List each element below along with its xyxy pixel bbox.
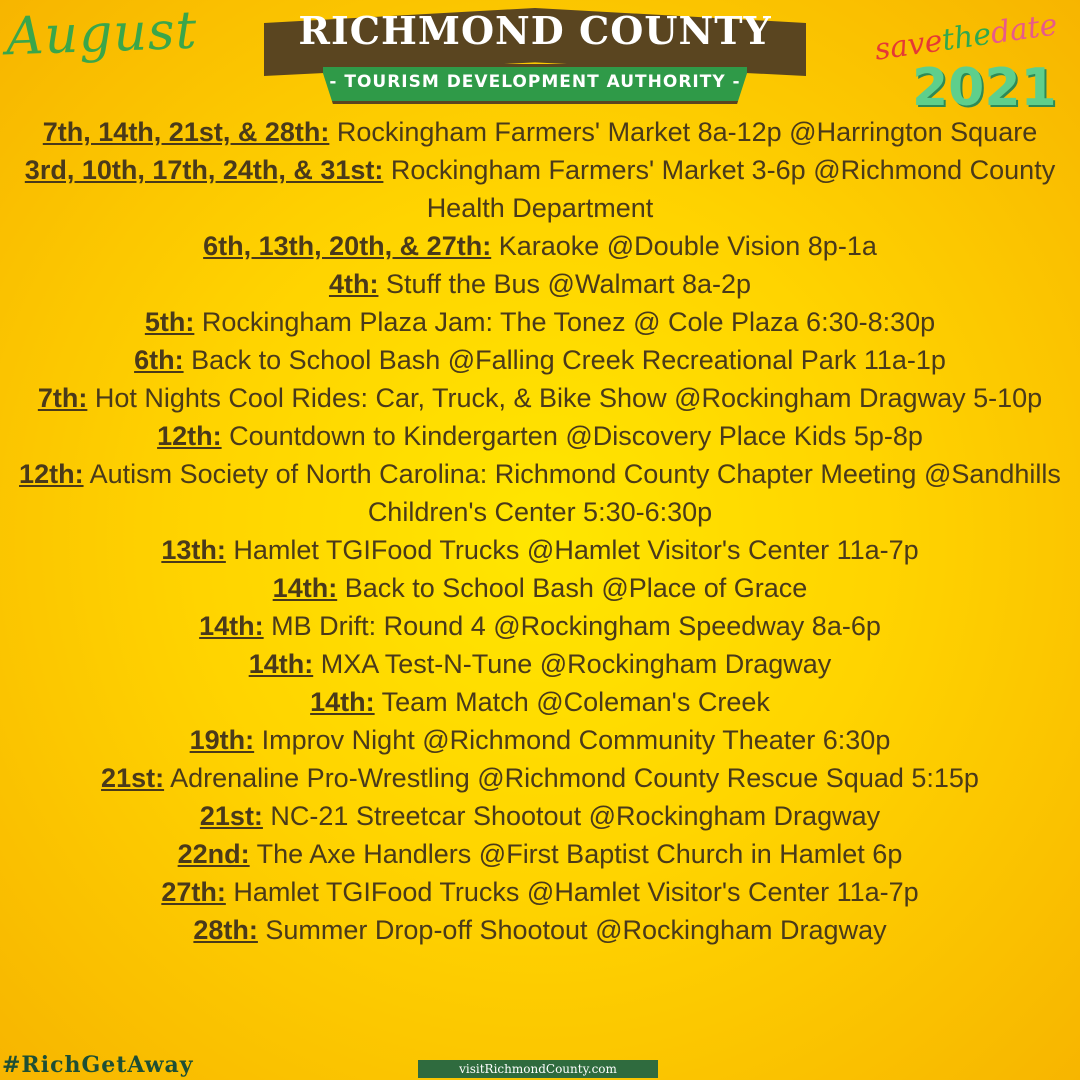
event-date: 14th: [199,611,264,641]
event-description: Hamlet TGIFood Trucks @Hamlet Visitor's Center 11a-7p [225,877,919,907]
event-description: Rockingham Farmers' Market 8a-12p @Harrington Square [329,117,1038,147]
event-date: 22nd: [177,839,250,869]
month-title: August [5,0,199,68]
event-item [0,911,1080,949]
event-description: Rockingham Farmers' Market 3-6p @Richmond County Health Department [383,155,1056,223]
event-item [0,531,1080,569]
event-date: 14th: [272,573,338,603]
event-date: 5th: [144,307,195,337]
event-description: Back to School Bash @Place of Grace [337,573,808,603]
year: 2021 [912,58,1057,118]
event-item [0,417,1080,455]
event-item [0,607,1080,645]
event-description: Hamlet TGIFood Trucks @Hamlet Visitor's Center 11a-7p [225,535,919,565]
event-item [0,151,1080,227]
event-description: MB Drift: Round 4 @Rockingham Speedway 8a-6p [263,611,881,641]
event-date: 6th, 13th, 20th, & 27th: [203,231,492,261]
event-item [0,797,1080,835]
banner-title: RICHMOND COUNTY [298,8,772,53]
event-description: Rockingham Plaza Jam: The Tonez @ Cole Plaza 6:30-8:30p [194,307,936,337]
event-description: Improv Night @Richmond Community Theater 6:30p [254,725,891,755]
event-item [0,683,1080,721]
save-word: save [872,23,945,68]
event-item [0,569,1080,607]
event-date: 13th: [161,535,226,565]
event-date: 6th: [134,345,184,375]
event-item [0,113,1080,151]
event-date: 12th: [157,421,222,451]
event-item [0,379,1080,417]
event-date: 7th, 14th, 21st, & 28th: [42,117,330,147]
event-description: Stuff the Bus @Walmart 8a-2p [378,269,752,299]
event-item [0,835,1080,873]
event-date: 4th: [328,269,379,299]
event-date: 28th: [193,915,258,945]
date-word: date [988,7,1060,52]
event-description: Adrenaline Pro-Wrestling @Richmond County Rescue Squad 5:15p [164,763,979,793]
event-date: 3rd, 10th, 17th, 24th, & 31st: [24,155,384,185]
event-date: 21st: [199,801,263,831]
event-date: 14th: [248,649,314,679]
event-date: 19th: [189,725,255,755]
event-description: Hot Nights Cool Rides: Car, Truck, & Bike Show @Rockingham Dragway 5-10p [87,383,1043,413]
event-description: Summer Drop-off Shootout @Rockingham Dragway [257,915,887,945]
event-item [0,303,1080,341]
event-date: 27th: [161,877,226,907]
event-description: Countdown to Kindergarten @Discovery Place Kids 5p-8p [221,421,923,451]
event-date: 21st: [101,763,165,793]
website: visitRichmondCounty.com [418,1060,658,1078]
event-description: Karaoke @Double Vision 8p-1a [491,231,877,261]
event-item [0,227,1080,265]
event-description: Autism Society of North Carolina: Richmond County Chapter Meeting @Sandhills Children's Center 5:30-6:30p [83,459,1061,527]
event-item [0,721,1080,759]
event-description: Team Match @Coleman's Creek [374,687,770,717]
event-date: 7th: [37,383,88,413]
event-date: 12th: [19,459,84,489]
event-date: 14th: [310,687,375,717]
event-list [0,113,1080,949]
event-item [0,873,1080,911]
banner-subtitle: - TOURISM DEVELOPMENT AUTHORITY - [329,72,741,92]
save-the-date-graphic [872,7,1072,118]
event-item [0,265,1080,303]
event-description: NC-21 Streetcar Shootout @Rockingham Dragway [262,801,881,831]
event-item [0,341,1080,379]
the-word: the [939,16,994,59]
logo-banner [250,0,820,110]
event-description: Back to School Bash @Falling Creek Recreational Park 11a-1p [183,345,946,375]
hashtag: #RichGetAway [2,1052,194,1078]
event-description: The Axe Handlers @First Baptist Church in Hamlet 6p [249,839,903,869]
event-item [0,759,1080,797]
event-item [0,645,1080,683]
event-description: MXA Test-N-Tune @Rockingham Dragway [313,649,832,679]
event-item [0,455,1080,531]
